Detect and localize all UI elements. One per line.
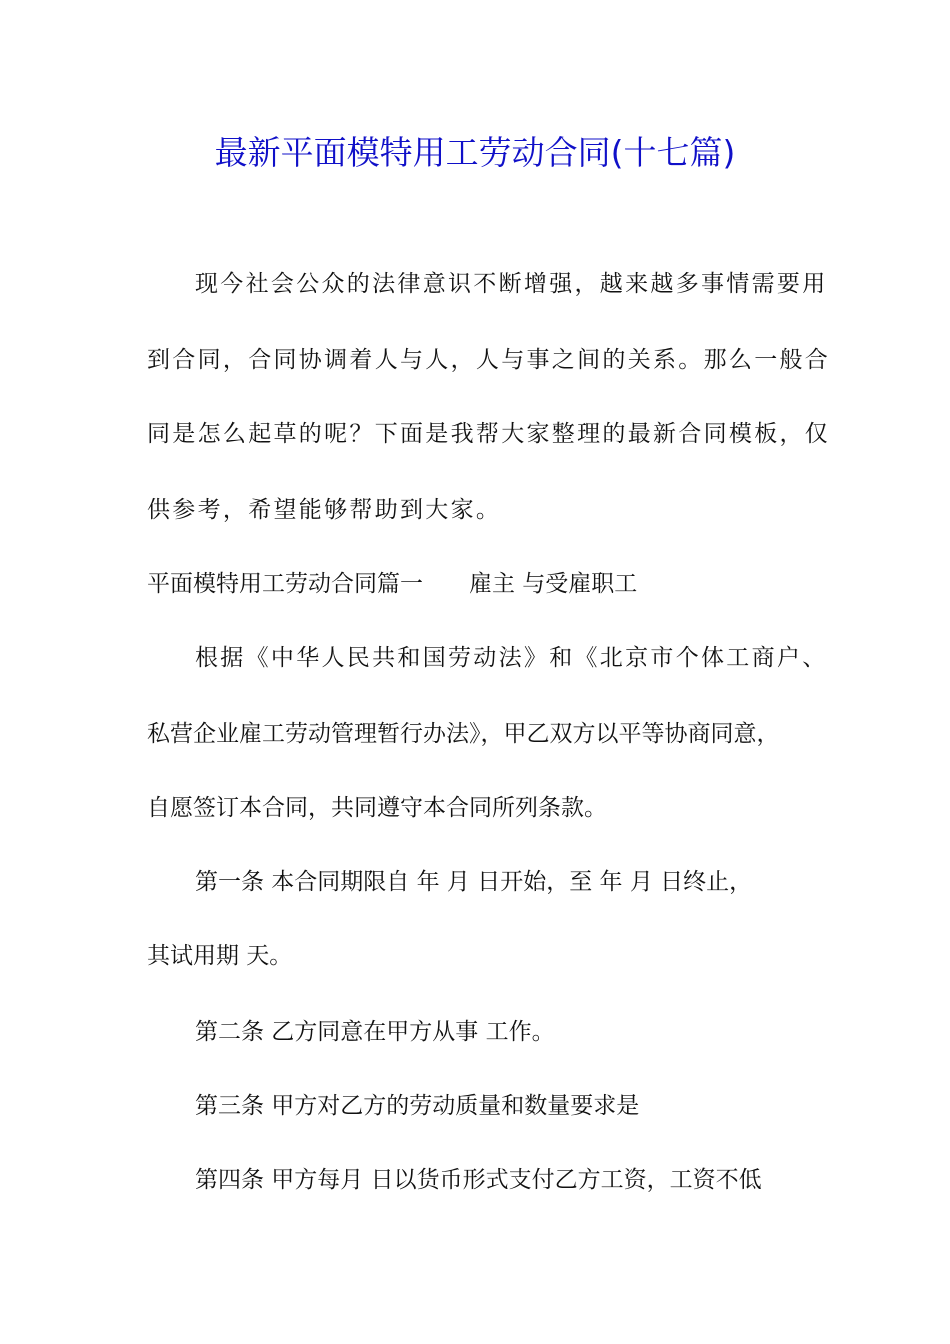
basis-line-1: 根据《中华人民共和国劳动法》和《北京市个体工商户、 xyxy=(195,645,828,671)
intro-line-1: 现今社会公众的法律意识不断增强，越来越多事情需要用 xyxy=(195,271,828,297)
article-1-line-2: 其试用期 天。 xyxy=(147,943,293,969)
section-heading-title: 平面模特用工劳动合同篇一 xyxy=(147,571,423,597)
article-3: 第三条 甲方对乙方的劳动质量和数量要求是 xyxy=(195,1093,640,1119)
intro-line-2: 到合同，合同协调着人与人，人与事之间的关系。那么一般合 xyxy=(147,347,831,373)
basis-line-2: 私营企业雇工劳动管理暂行办法》，甲乙双方以平等协商同意， xyxy=(147,721,780,747)
section-heading-parties: 雇主 与受雇职工 xyxy=(469,571,638,597)
article-4: 第四条 甲方每月 日以货币形式支付乙方工资，工资不低 xyxy=(195,1167,762,1193)
section-heading xyxy=(147,564,637,604)
intro-line-4: 供参考，希望能够帮助到大家。 xyxy=(147,497,502,523)
basis-line-3: 自愿签订本合同，共同遵守本合同所列条款。 xyxy=(147,795,607,821)
article-1-line-1: 第一条 本合同期限自 年 月 日开始，至 年 月 日终止， xyxy=(195,869,753,895)
intro-line-3: 同是怎么起草的呢？下面是我帮大家整理的最新合同模板，仅 xyxy=(147,421,831,447)
document-title: 最新平面模特用工劳动合同(十七篇) xyxy=(214,133,736,172)
article-2: 第二条 乙方同意在甲方从事 工作。 xyxy=(195,1019,555,1045)
